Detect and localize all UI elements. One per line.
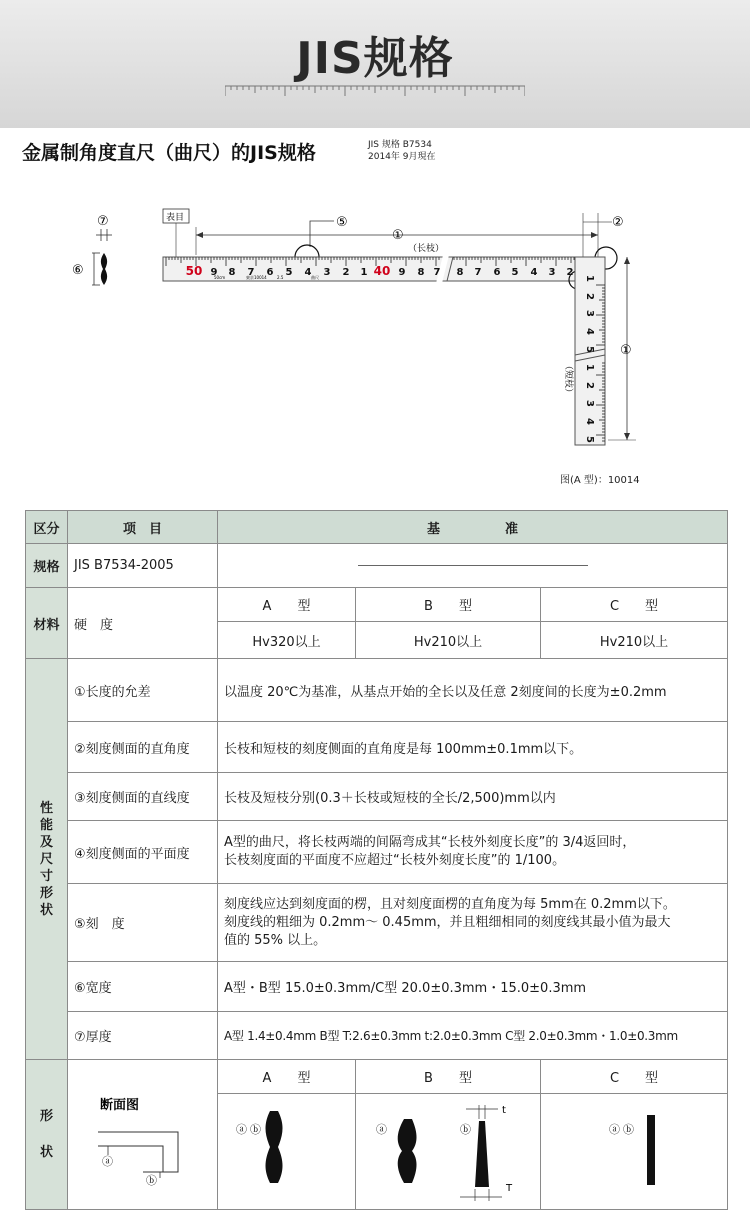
callout-7: ⑦ [97,214,109,229]
shape-c-sketch [541,1095,728,1205]
shape-b-thick-label: T [506,1182,513,1194]
callout-5: ⑤ [336,215,348,230]
tiny-mark-size: 2.5 [277,275,284,280]
table-row-shape-types [26,1060,728,1094]
performance-line: 刻度线的粗细为 0.2mm～ 0.45mm，并且粗细相同的刻度线其最小值为最大 [224,914,671,930]
table-row-performance [26,884,728,962]
tiny-mark-kanejaku: 曲尺 [311,275,319,280]
spec-category: 规格 [26,544,68,588]
performance-value [218,884,728,962]
header-standard: 基 准 [218,511,728,544]
shape-b-thin-label: t [502,1104,506,1116]
shape-a-sketch [218,1095,356,1205]
long-scale-digit: 7 [247,267,255,278]
section-subtitle: 金属制角度直尺（曲尺）的JIS规格 [22,142,316,164]
section-sketch [68,1060,218,1205]
section-label: 断面图 [100,1098,140,1113]
figure-caption: 图(A 型)：10014 [560,475,640,486]
material-value-a: Hv320以上 [218,622,356,659]
material-value-b: Hv210以上 [356,622,541,659]
long-scale-digit: 1 [360,267,368,278]
header-ruler-decoration [225,84,525,98]
spec-item: JIS B7534-2005 [68,544,218,588]
long-scale-digit: 40 [373,264,391,278]
performance-char: 状 [39,902,53,918]
shape-char: 形 [39,1108,53,1124]
short-scale-digit: 4 [584,418,595,425]
tiny-mark-maker: 東京10014 [246,275,267,280]
performance-item: ⑤刻 度 [68,884,218,962]
short-scale-digit: 4 [584,328,595,335]
performance-value [218,659,728,722]
short-scale-digit: 1 [584,364,595,371]
performance-char: 能 [39,817,53,833]
table-row-spec [26,544,728,588]
performance-category [26,659,68,1060]
standard-note-line: JIS 规格 B7534 [368,140,432,150]
performance-item: ④刻度侧面的平面度 [68,821,218,884]
long-scale-digit: 8 [228,267,236,278]
material-category: 材料 [26,588,68,659]
performance-line: A型的曲尺，将长枝两端的间隔弯成其“长枝外刻度长度”的 3/4返回时， [224,835,636,850]
short-scale-digit: 5 [584,436,595,443]
tiny-mark-50cm: 50cm [214,275,226,280]
long-scale-digit: 2 [342,267,350,278]
short-scale-digit: 5 [584,346,595,353]
performance-item: ①长度的允差 [68,659,218,722]
long-scale-digit: 8 [456,267,464,278]
callout-6: ⑥ [72,263,84,278]
short-scale-digit: 3 [584,310,595,317]
long-scale-digit: 3 [323,267,331,278]
material-type-b: B 型 [356,588,541,622]
shape-type-c: C 型 [541,1060,728,1094]
long-scale-digit: 9 [210,267,218,278]
performance-item: ③刻度侧面的直线度 [68,773,218,821]
short-scale-digit: 2 [584,382,595,389]
shape-c-mark-a: ⓐ [609,1122,620,1136]
long-scale-digit: 4 [304,267,312,278]
material-type-a: A 型 [218,588,356,622]
long-arm-label: （长枝） [408,244,445,254]
table-row-performance [26,722,728,773]
page-header [0,0,750,128]
long-scale-digit: 6 [266,267,274,278]
long-scale-digit: 50 [185,264,203,278]
material-type-c: C 型 [541,588,728,622]
short-scale-digit: 2 [584,293,595,300]
performance-value [218,821,728,884]
omote-label: 表目 [166,213,185,223]
short-arm-label: （短枝） [563,361,573,398]
performance-value [218,722,728,773]
performance-line: 长枝和短枝的刻度侧面的直角度是每 100mm±0.1mm以下。 [224,741,583,757]
long-scale-digit: 2 [566,267,574,278]
table-row-performance [26,1012,728,1060]
performance-char: 性 [39,800,53,816]
table-row-performance [26,962,728,1012]
long-scale-digit: 4 [530,267,538,278]
callout-2: ② [612,215,624,230]
long-scale-digit: 9 [398,267,406,278]
short-scale-digit: 3 [584,400,595,407]
performance-char: 形 [39,885,53,901]
material-item: 硬 度 [68,588,218,659]
long-scale-digit: 8 [417,267,425,278]
shape-category [26,1060,68,1210]
performance-value [218,773,728,821]
table-row-performance [26,659,728,722]
performance-char: 尺 [39,851,53,867]
short-scale-digit: 1 [584,275,595,282]
performance-value [218,962,728,1012]
spec-value-line [218,544,728,588]
mark-a: ⓐ [102,1155,113,1168]
shape-b-mark-b: ⓑ [460,1122,471,1136]
long-scale-digit: 3 [548,267,556,278]
page-title: JIS规格 [296,33,454,84]
long-scale-digit: 5 [511,267,519,278]
long-scale-digit: 5 [285,267,293,278]
shape-b-cell [356,1094,541,1210]
long-scale-digit: 6 [493,267,501,278]
performance-item: ②刻度侧面的直角度 [68,722,218,773]
shape-c-mark-b: ⓑ [623,1122,634,1136]
shape-c-cell [541,1094,728,1210]
performance-line: 以温度 20℃为基准，从基点开始的全长以及任意 2刻度间的长度为±0.2mm [224,684,667,700]
callout-1-short: ① [620,343,632,358]
shape-type-a: A 型 [218,1060,356,1094]
performance-line: 长枝刻度面的平面度不应超过“长枝外刻度长度”的 1/100。 [224,853,566,868]
performance-value [218,1012,728,1060]
header-category: 区分 [26,511,68,544]
shape-type-b: B 型 [356,1060,541,1094]
performance-item: ⑦厚度 [68,1012,218,1060]
header-item: 项 目 [68,511,218,544]
performance-line: 值的 55% 以上。 [224,932,327,948]
cross-section-sketch [72,214,112,285]
callout-1-long: ① [392,228,404,243]
ruler-diagram [0,195,750,475]
material-value-c: Hv210以上 [541,622,728,659]
table-row-material-types [26,588,728,622]
performance-line: 刻度线应达到刻度面的楞，且对刻度面楞的直角度为每 5mm在 0.2mm以下。 [224,896,676,912]
mark-b: ⓑ [146,1174,157,1187]
shape-b-mark-a: ⓐ [376,1122,387,1136]
performance-char: 寸 [39,868,53,884]
section-sketch-cell [68,1060,218,1210]
standard-note [368,139,436,163]
long-scale-digit: 7 [474,267,482,278]
performance-char: 及 [39,834,53,850]
shape-b-sketch [356,1095,541,1205]
long-scale-digit: 7 [433,267,441,278]
performance-item: ⑥宽度 [68,962,218,1012]
performance-line: A型・B型 15.0±0.3mm/C型 20.0±0.3mm・15.0±0.3mm [224,981,587,996]
table-row-performance [26,773,728,821]
performance-line: 长枝及短枝分别(0.3＋长枝或短枝的全长/2,500)mm以内 [224,791,556,806]
performance-line: A型 1.4±0.4mm B型 T:2.6±0.3mm t:2.0±0.3mm C型 2.0±0.3mm・1.0±0.3mm [224,1029,678,1043]
shape-a-mark-a: ⓐ [236,1122,247,1136]
shape-a-mark-b: ⓑ [250,1122,261,1136]
standard-note-date: 2014年 9月現在 [368,152,436,162]
table-row-performance [26,821,728,884]
spec-table [25,510,728,1210]
shape-a-cell [218,1094,356,1210]
shape-char: 状 [39,1144,53,1160]
table-header-row [26,511,728,544]
